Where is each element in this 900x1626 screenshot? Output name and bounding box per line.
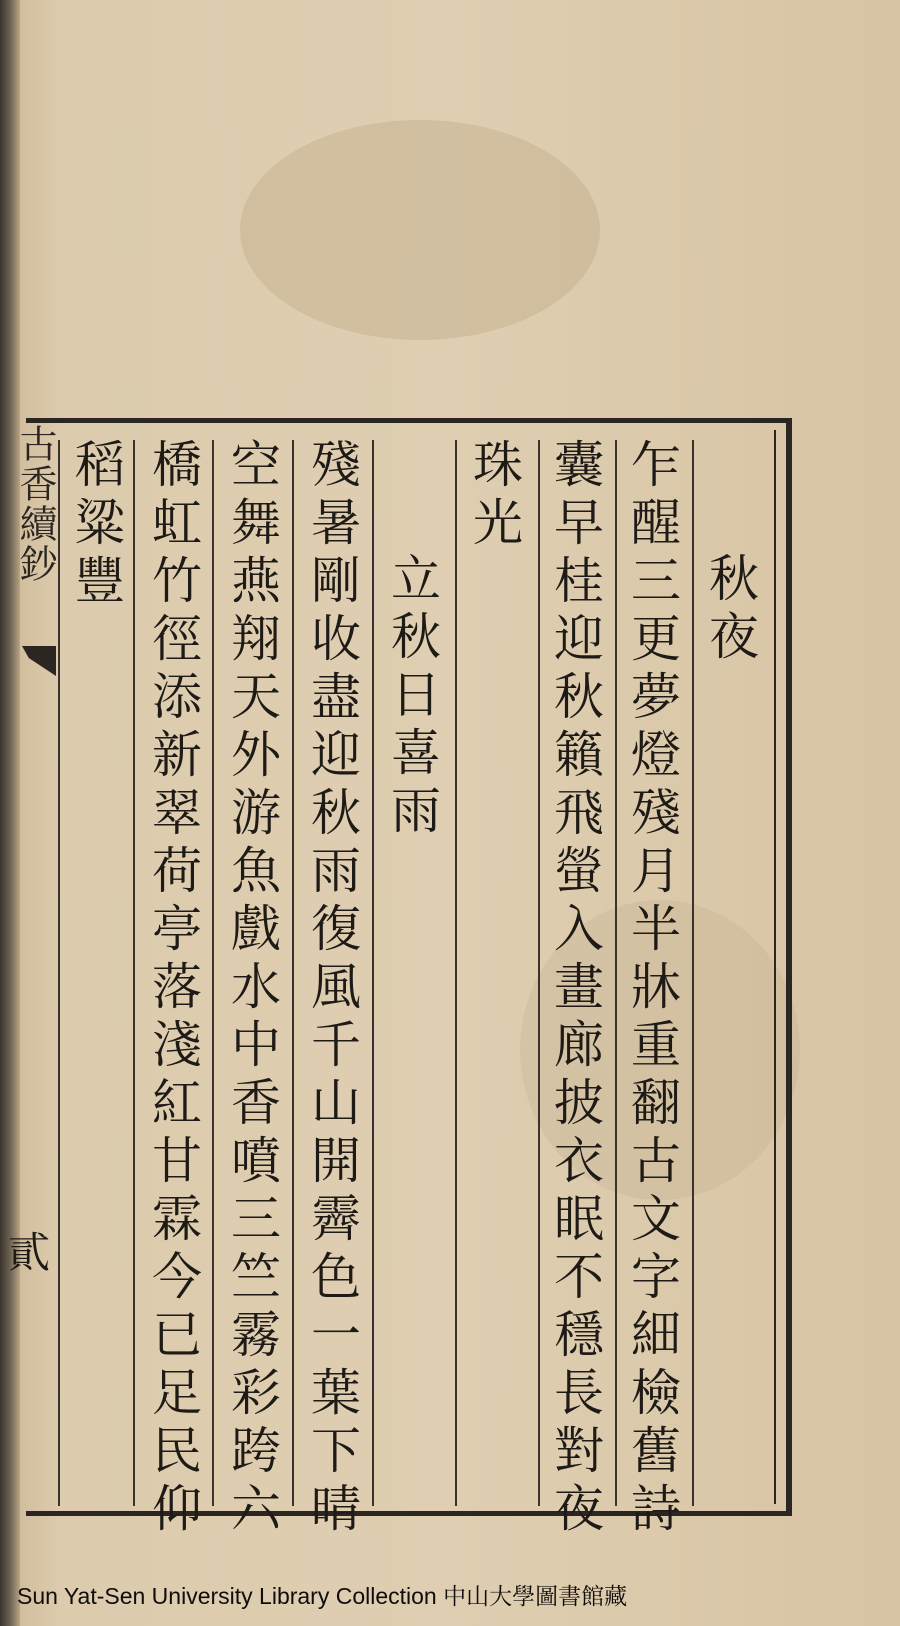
margin-book-title: 古香續鈔 [13, 424, 57, 584]
text-column-8: 稻粱豐 [67, 438, 125, 612]
column-rule [615, 440, 617, 1506]
text-column-3: 珠光 [465, 438, 523, 554]
text-column-5: 殘暑剛收盡迎秋雨復風千山開霽色一葉下晴 [303, 438, 361, 1540]
poem-title-rain: 立秋日喜雨 [383, 552, 441, 842]
text-column-1: 乍醒三更夢燈殘月半牀重翻古文字細檢舊詩 [623, 438, 681, 1540]
poem-title-autumn-night: 秋夜 [701, 552, 759, 668]
text-column-6: 空舞燕翔天外游魚戲水中香噴三竺霧彩跨六 [223, 438, 281, 1540]
paper-stain [240, 120, 600, 340]
column-rule [372, 440, 374, 1506]
text-column-2: 囊早桂迎秋籟飛螢入畫廊披衣眠不穩長對夜 [546, 438, 604, 1540]
column-rule [538, 440, 540, 1506]
column-rule [133, 440, 135, 1506]
column-rule [58, 440, 60, 1506]
text-column-7: 橋虹竹徑添新翠荷亭落淺紅甘霖今已足民仰 [144, 438, 202, 1540]
binding-spine [0, 0, 20, 1626]
folio-number: 貳 [8, 1228, 51, 1277]
column-rule [455, 440, 457, 1506]
column-rule [692, 440, 694, 1506]
column-rule [212, 440, 214, 1506]
column-rule [292, 440, 294, 1506]
library-caption: Sun Yat-Sen University Library Collection 中山大學圖書館藏 [17, 1583, 628, 1609]
